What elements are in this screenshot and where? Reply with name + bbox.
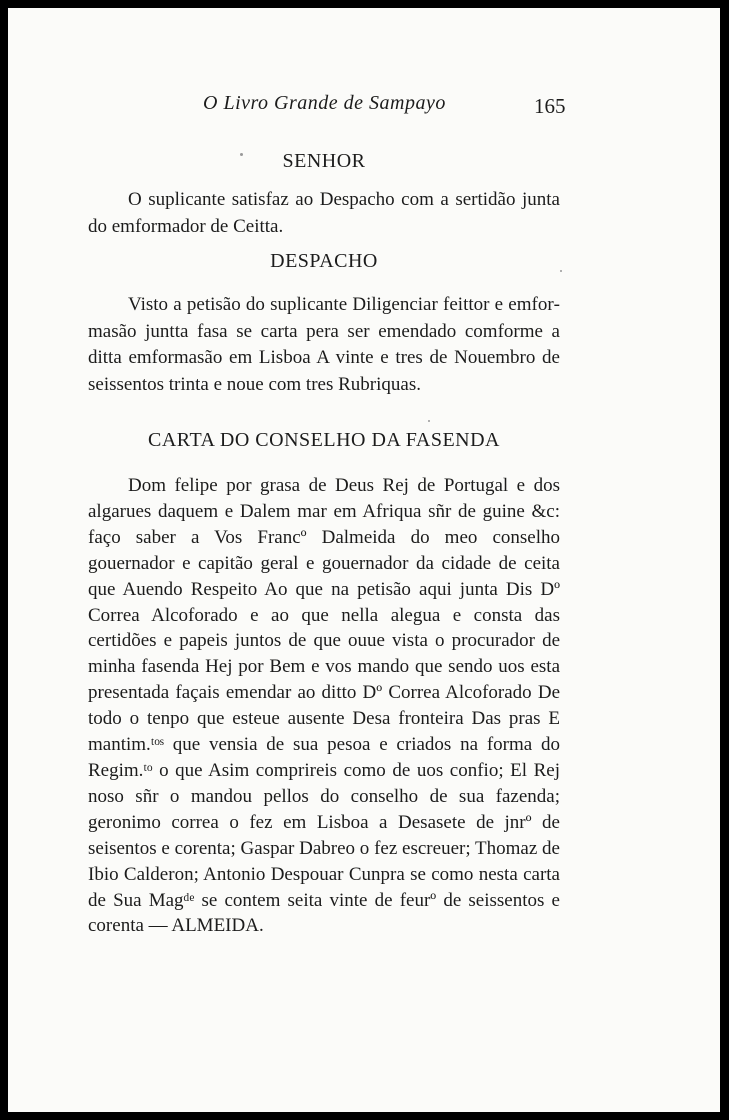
carta-text: Dom felipe por grasa de Deus Rej de Portugal e dos algarues daquem e Dalem mar em Afriqua sñr de guine &c: faço saber a Vos Francº Dalmeida do meo conselho gouernador e capitão geral e gouernador da cidade de ceita que Auendo Respeito Ao que na petisão aqui junta Dis Dº Correa Alcoforado e ao que nella alegua e consta das certidões e papeis juntos de que ouue vista o procurador de minha fasenda Hej por Bem e vos mando que sendo uos esta presentada façais emendar ao ditto Dº Correa Alcoforado De todo o tenpo que esteue ausente Desa fronteira Das pras E mantim.ᵗᵒˢ que vensia de sua pesoa e criados na forma do Regim.ᵗᵒ o que Asim comprireis como de uos confio; El Rej noso sñr o mandou pellos do conselho de sua fazenda; geronimo correa o fez em Lisboa a Desasete de jnrº de seisentos e corenta; Gaspar Dabreo o fez escreuer; Thomaz de Ibio Calderon; Antonio Despouar Cunpra se como nesta carta de Sua Magᵈᵉ se contem seita vinte de feurº de seissentos e corenta — ALMEIDA. — [88, 475, 560, 937]
page-number: 165 — [534, 94, 566, 118]
paper-speck — [240, 153, 243, 156]
running-title: O Livro Grande de Sampayo — [203, 92, 446, 114]
book-page — [8, 8, 720, 1112]
senhor-heading: SENHOR — [282, 150, 366, 172]
despacho-heading: DESPACHO — [270, 250, 378, 272]
senhor-text: O suplicante satisfaz ao Despacho com a sertidão junta do emformador de Ceitta. — [88, 189, 560, 237]
despacho-text: Visto a petisão do suplicante Diligenciar feittor e emformasão juntta fasa se carta pera ser emendado comforme a ditta emformasão em Lisboa A vinte e tres de Nouembro de seissentos trinta e noue com tres Rubriquas. — [88, 294, 560, 395]
running-head — [8, 92, 720, 120]
despacho-paragraph — [88, 292, 560, 398]
paper-speck — [428, 420, 430, 422]
paper-speck — [560, 270, 562, 272]
carta-heading: CARTA DO CONSELHO DA FASENDA — [148, 429, 500, 451]
senhor-paragraph — [88, 187, 560, 240]
carta-paragraph — [88, 473, 560, 939]
